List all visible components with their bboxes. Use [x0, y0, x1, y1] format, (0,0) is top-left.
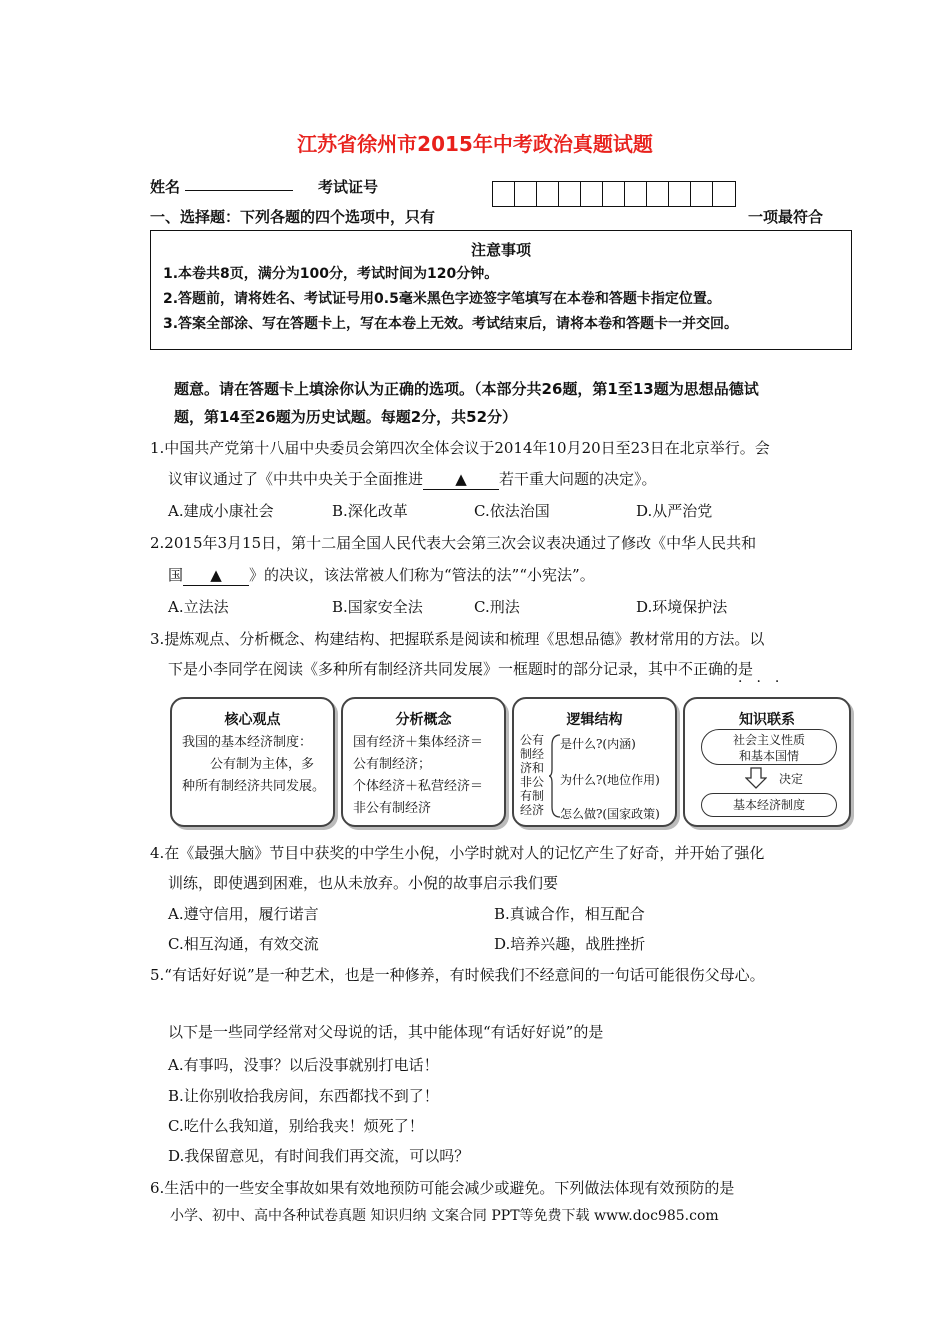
- question-3-line: 3.提炼观点、分析概念、构建结构、把握联系是阅读和梳理《思想品德》教材常用的方法。以: [150, 630, 765, 648]
- section-heading: 一、选择题：下列各题的四个选项中，只有: [150, 208, 436, 226]
- option: B.深化改革: [332, 502, 408, 520]
- question-2-line: 国 ▲ 》的决议，该法常被人们称为“管法的法”“小宪法”。: [168, 566, 595, 584]
- arrow-label: 决定: [779, 772, 804, 786]
- answer-blank: ▲: [423, 469, 499, 490]
- section-heading-end: 一项最符合: [748, 208, 824, 226]
- question-4-line: 训练，即使遇到困难，也从未放弃。小倪的故事启示我们要: [168, 874, 559, 892]
- emphasis-dots: ···: [738, 674, 794, 690]
- notice-title: 注意事项: [470, 241, 531, 259]
- footer-ad: 小学、初中、高中各种试卷真题 知识归纳 文案合同 PPT等免费下载 www.doc985.com: [170, 1208, 719, 1224]
- page-title: 江苏省徐州市2015年中考政治真题试题: [297, 132, 653, 156]
- option: D.从严治党: [636, 502, 713, 520]
- card-title: 知识联系: [739, 712, 795, 728]
- option: D.培养兴趣，战胜挫折: [494, 935, 646, 953]
- name-blank: [185, 190, 293, 191]
- question-6-line: 6.生活中的一些安全事故如果有效地预防可能会减少或避免。下列做法体现有效预防的是: [150, 1179, 735, 1197]
- option: B.真诚合作，相互配合: [494, 905, 645, 923]
- id-label: 考试证号: [318, 178, 379, 196]
- option: A.建成小康社会: [168, 502, 274, 520]
- card-title: 逻辑结构: [566, 712, 623, 728]
- question-1-line: 议审议通过了《中共中央关于全面推进 ▲ 若干重大问题的决定》。: [168, 470, 657, 488]
- card-logic-structure: 逻辑结构 公有 制经 济和 非公 有制 经济 是什么?(内涵) 为什么?(地位作用) 怎么做?(国家政策): [512, 697, 677, 827]
- option: B.国家安全法: [332, 598, 423, 616]
- question-3-line: 下是小李同学在阅读《多种所有制经济共同发展》一框题时的部分记录，其中不正确的是: [168, 660, 754, 678]
- oval-top: 社会主义性质 和基本国情: [701, 729, 837, 765]
- card-knowledge-link: [683, 697, 851, 827]
- question-4-line: 4.在《最强大脑》节目中获奖的中学生小倪，小学时就对人的记忆产生了好奇，并开始了强化: [150, 844, 765, 862]
- option: C.吃什么我知道，别给我夹！烦死了！: [168, 1117, 424, 1135]
- question-2-line: 2.2015年3月15日，第十二届全国人民代表大会第三次会议表决通过了修改《中华人民共和: [150, 534, 757, 552]
- option: A.立法法: [168, 598, 229, 616]
- option: C.依法治国: [474, 502, 550, 520]
- question-1-line: 1.中国共产党第十八届中央委员会第四次全体会议于2014年10月20日至23日在北京举行。会: [150, 439, 770, 457]
- option: B.让你别收拾我房间，东西都找不到了！: [168, 1087, 439, 1105]
- option: A.有事吗，没事？以后没事就别打电话！: [168, 1056, 439, 1074]
- option: C.相互沟通，有效交流: [168, 935, 319, 953]
- notice-item: 3.答案全部涂、写在答题卡上，写在本卷上无效。考试结束后，请将本卷和答题卡一并交回。: [163, 316, 739, 332]
- name-label: 姓名: [150, 178, 181, 196]
- option: A.遵守信用，履行诺言: [168, 905, 319, 923]
- card-analyze-concept: 分析概念 国有经济＋集体经济＝ 公有制经济； 个体经济＋私营经济＝ 非公有制经济: [341, 697, 506, 827]
- intro-line: 题，第14至26题为历史试题。每题2分，共52分）: [174, 408, 518, 426]
- down-arrow-icon: [745, 767, 767, 789]
- option: D.我保留意见，有时间我们再交流，可以吗？: [168, 1147, 470, 1165]
- oval-bottom: 基本经济制度: [701, 793, 837, 817]
- intro-line: 题意。请在答题卡上填涂你认为正确的选项。（本部分共26题，第1至13题为思想品德试: [174, 380, 759, 398]
- notice-item: 2.答题前，请将姓名、考试证号用0.5毫米黑色字迹签字笔填写在本卷和答题卡指定位置。: [163, 291, 721, 307]
- notice-item: 1.本卷共8页，满分为100分，考试时间为120分钟。: [163, 266, 499, 282]
- option: C.刑法: [474, 598, 520, 616]
- option: D.环境保护法: [636, 598, 728, 616]
- answer-blank: ▲: [183, 565, 249, 586]
- notice-box: [150, 230, 852, 350]
- id-number-boxes: [492, 181, 736, 207]
- card-title: 核心观点: [224, 712, 281, 728]
- card-core-view: 核心观点 我国的基本经济制度： 公有制为主体，多 种所有制经济共同发展。: [170, 697, 335, 827]
- question-5-line: 以下是一些同学经常对父母说的话，其中能体现“有话好好说”的是: [168, 1023, 604, 1041]
- question-5-line: 5.“有话好好说”是一种艺术，也是一种修养，有时候我们不经意间的一句话可能很伤父母心。: [150, 966, 765, 984]
- card-title: 分析概念: [395, 712, 452, 728]
